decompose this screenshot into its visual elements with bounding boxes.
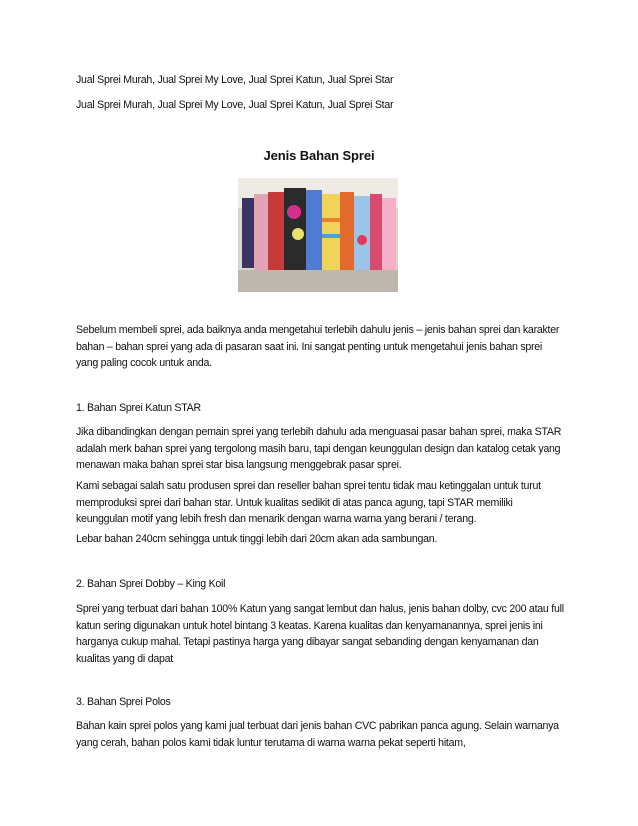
section-paragraph: Kami sebagai salah satu produsen sprei dan reseller bahan sprei tentu tidak mau ketinggalan untuk turut memproduksi sprei dari bahan star. Untuk kualitas sedikit di atas panca agung, tapi STAR memiliki keunggulan motif yang lebih fresh dan menarik dengan warna warna yang berani / terang.: [76, 480, 541, 526]
section-paragraph: Sprei yang terbuat dari bahan 100% Katun yang sangat lembut dan halus, jenis bahan dolby, cvc 200 atau full katun sering digunakan untuk hotel bintang 3 keatas. Karena kualitas dan kenyamanannya, sprei jenis ini harganya cukup mahal. Tetapi pastinya harga yang dibayar sangat sebanding dengan kenyamanan dan kualitas yang di dapat: [76, 603, 564, 665]
section-heading: 3. Bahan Sprei Polos: [76, 696, 171, 708]
intro-paragraph: Sebelum membeli sprei, ada baiknya anda mengetahui terlebih dahulu jenis – jenis bahan sprei dan karakter bahan – bahan sprei yang ada di pasaran saat ini. Ini sangat penting untuk mengetahui jenis bahan sprei yang paling cocok untuk anda.: [76, 324, 560, 370]
fabric-display-photo: [238, 178, 398, 292]
section-heading: 1. Bahan Sprei Katun STAR: [76, 402, 201, 414]
section-paragraph: Bahan kain sprei polos yang kami jual terbuat dari jenis bahan CVC pabrikan panca agung. Selain warnanya yang cerah, bahan polos kami tidak luntur terutama di warna warna pekat seperti hitam,: [76, 720, 559, 749]
section-paragraph: Lebar bahan 240cm sehingga untuk tinggi lebih dari 20cm akan ada sambungan.: [76, 533, 438, 545]
top-keywords-line-1: Jual Sprei Murah, Jual Sprei My Love, Jual Sprei Katun, Jual Sprei Star: [76, 74, 394, 86]
section-paragraph: Jika dibandingkan dengan pemain sprei yang terlebih dahulu ada menguasai pasar bahan sprei, maka STAR adalah merk bahan sprei yang tergolong masih baru, tapi dengan keunggulan design dan katalog cetak yang menawan maka bahan sprei star bisa langsung menggebrak pasar sprei.: [76, 426, 562, 472]
section-heading: 2. Bahan Sprei Dobby – King Koil: [76, 578, 226, 590]
page-title: Jenis Bahan Sprei: [263, 148, 375, 163]
top-keywords-line-2: Jual Sprei Murah, Jual Sprei My Love, Jual Sprei Katun, Jual Sprei Star: [76, 99, 394, 111]
